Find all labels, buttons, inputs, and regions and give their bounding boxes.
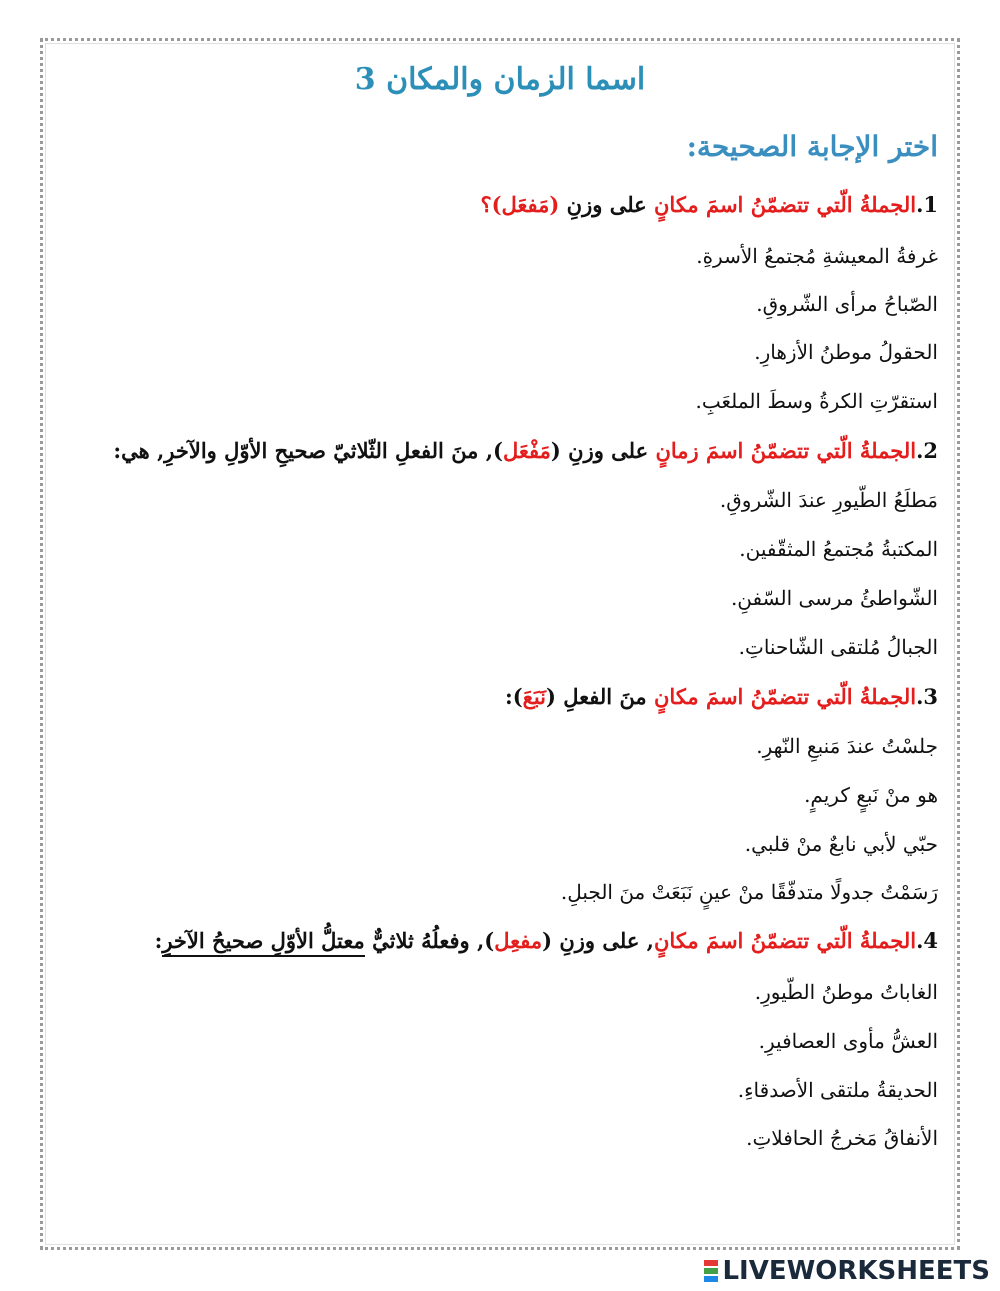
question-text: ), وفعلُهُ ثلاثيٌّ [364,928,495,953]
question-4 [155,930,938,951]
question-text: ), منَ الفعلِ الثّلاثيّ صحيحِ الأوّلِ والآخرِ, هي: [113,438,503,463]
option-3-2[interactable]: هو منْ نَبعٍ كريمٍ. [804,783,938,807]
option-4-3[interactable]: الحديقةُ ملتقى الأصدقاءِ. [737,1078,938,1102]
question-highlight: مفعِل [494,928,543,953]
option-3-3[interactable]: حبّي لأبي نابعٌ منْ قلبي. [744,832,938,856]
question-text: منَ الفعلِ ( [546,684,654,709]
option-3-4[interactable]: رَسَمْتُ جدولًا متدفّقًا منْ عينٍ نَبَعَتْ منَ الجبلِ. [560,880,938,904]
question-text: على وزنِ ( [550,438,656,463]
option-4-2[interactable]: العشُّ مأوى العصافيرِ. [758,1029,938,1053]
question-highlight: الجملةُ الّتي تتضمّنُ اسمَ مكانٍ [654,684,917,709]
option-1-2[interactable]: الصّباحُ مرأى الشّروقِ. [756,292,938,316]
question-highlight: الجملةُ الّتي تتضمّنُ اسمَ زمانٍ [655,438,917,463]
question-highlight: نَبَعَ [522,684,546,709]
option-2-3[interactable]: الشّواطئُ مرسى السّفنِ. [730,586,938,610]
question-underlined: معتلُّ الأوّلِ صحيحُ الآخرِ [162,928,364,957]
footer-branding [704,1256,990,1286]
instruction-heading: اختر الإجابة الصحيحة: [686,130,938,163]
question-1 [480,194,938,215]
page-title: اسما الزمان والمكان 3 [354,62,646,97]
question-text: : [154,928,163,953]
question-highlight: (مَفعَل)؟ [480,192,560,217]
logo-stripe [704,1268,718,1274]
question-highlight: الجملةُ الّتي تتضمّنُ اسمَ مكانٍ [654,192,917,217]
question-highlight: الجملةُ الّتي تتضمّنُ اسمَ مكانٍ [654,928,917,953]
option-2-1[interactable]: مَطلَعُ الطّيورِ عندَ الشّروقِ. [719,488,938,512]
option-1-3[interactable]: الحقولُ موطنُ الأزهارِ. [754,340,938,364]
question-2 [113,440,938,461]
question-number: 3. [916,684,938,709]
question-number: 4. [916,928,938,953]
option-1-1[interactable]: غرفةُ المعيشةِ مُجتمعُ الأسرةِ. [696,244,938,268]
option-2-2[interactable]: المكتبةُ مُجتمعُ المثقّفين. [739,537,938,561]
question-text: على وزنِ [559,192,654,217]
option-4-4[interactable]: الأنفاقُ مَخرجُ الحافلاتِ. [746,1126,938,1150]
question-text: ): [504,684,523,709]
logo-stripe [704,1260,718,1266]
option-2-4[interactable]: الجبالُ مُلتقى الشّاحناتِ. [738,635,938,659]
option-1-4[interactable]: استقرّتِ الكرةُ وسطَ الملعَبِ. [695,389,938,413]
liveworksheets-logo-icon [704,1260,718,1282]
question-number: 1. [916,192,938,217]
logo-stripe [704,1276,718,1282]
brand-name: LIVEWORKSHEETS [722,1256,990,1286]
question-highlight: مَفْعَل [503,438,551,463]
question-number: 2. [916,438,938,463]
option-3-1[interactable]: جلسْتُ عندَ مَنبعِ النّهرِ. [756,734,938,758]
question-3 [505,686,938,707]
option-4-1[interactable]: الغاباتُ موطنُ الطّيورِ. [754,980,938,1004]
question-text: , على وزنِ ( [542,928,654,953]
